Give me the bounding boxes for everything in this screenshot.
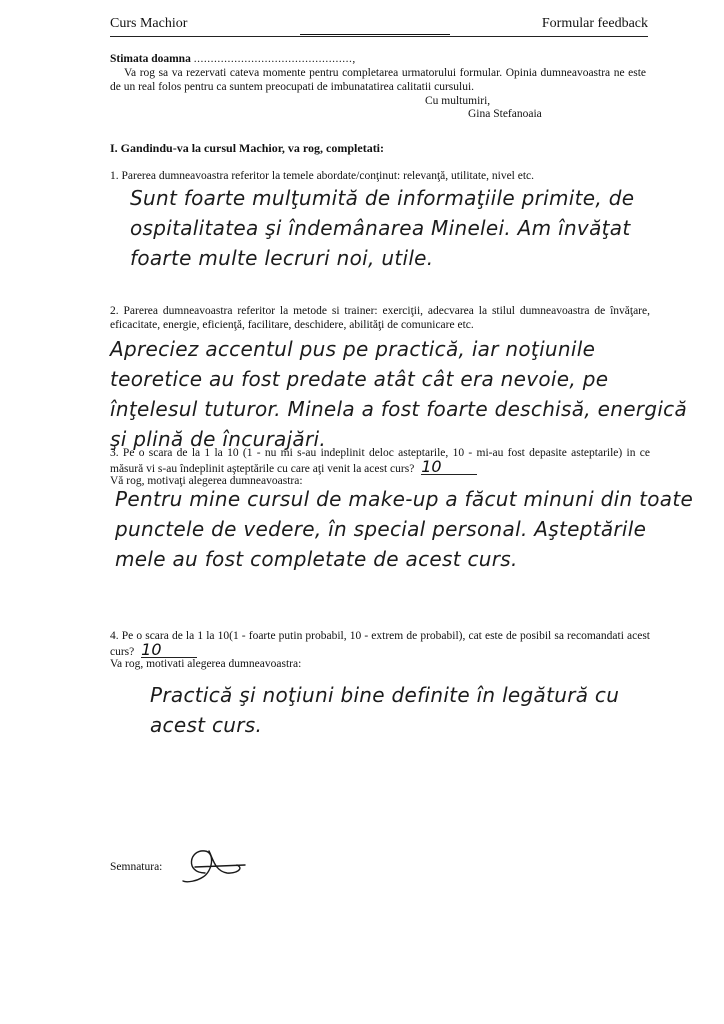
course-name: Curs Machior [110,16,188,31]
motivate-3-label: Vă rog, motivaţi alegerea dumneavoastra: [110,475,303,487]
question-3 [110,446,650,476]
greeting: Stimata doamna [110,53,191,65]
answer-2-handwritten: Apreciez accentul pus pe practică, iar noţiunile teoretice au fost predate atât cât era nevoie, pe înţelesul tuturor. Minela a fost foarte deschisă, energică şi plină de încurajări. [110,337,688,451]
intro-paragraph: Va rog sa va rezervati cateva momente pentru completarea urmatorului formular. Opinia dumneavoastra ne este de un real folos pentru ca suntem preocupati de imbunatatirea calitatii cursului. [110,67,646,93]
question-2: 2. Parerea dumneavoastra referitor la metode si trainer: exerciţii, adecvarea la stilul dumneavoastra de învăţare, eficacitate, energie, eficienţă, facilitare, deschidere, abilităţi de comunicare etc. [110,305,650,331]
answer-3-handwritten: Pentru mine cursul de make-up a făcut minuni din toate punctele de vedere, în special personal. Aşteptările mele au fost completate de acest curs. [115,487,694,571]
score-4: 10 [141,643,197,658]
question-4-text: 4. Pe o scara de la 1 la 10(1 - foarte putin probabil, 10 - extrem de probabil), cat este de posibil sa recomandati acest curs? [110,630,650,658]
sender-name: Gina Stefanoaia [468,108,542,120]
page-header [110,14,648,37]
motivate-4-label: Va rog, motivati alegerea dumneavoastra: [110,658,302,670]
greeting-line [110,52,356,66]
form-title: Formular feedback [541,16,648,31]
header-underline [300,34,450,35]
question-3-text: 3. Pe o scara de la 1 la 10 (1 - nu mi s-au indeplinit deloc asteptarile, 10 - mi-au fost depasite asteptarile) in ce măsură vi s-au îndeplinit aşteptările cu care aţi venit la acest curs? [110,447,650,475]
greeting-dots: ..............................................., [193,53,356,65]
question-4 [110,629,650,659]
answer-4-handwritten: Practică şi noţiuni bine definite în legătură cu acest curs. [150,683,620,737]
handwritten-signature [175,843,265,893]
section-title: I. Gandindu-va la cursul Machior, va rog, completati: [110,141,385,155]
answer-1-handwritten: Sunt foarte mulţumită de informaţiile primite, de ospitalitatea şi îndemânarea Minelei. Am învăţat foarte multe lecruri noi, utile. [130,186,635,270]
signature-label: Semnatura: [110,861,163,873]
question-1: 1. Parerea dumneavoastra referitor la temele abordate/conţinut: relevanţă, utilitate, nivel etc. [110,170,535,182]
score-3: 10 [421,460,477,475]
thanks-line: Cu multumiri, [425,95,491,107]
